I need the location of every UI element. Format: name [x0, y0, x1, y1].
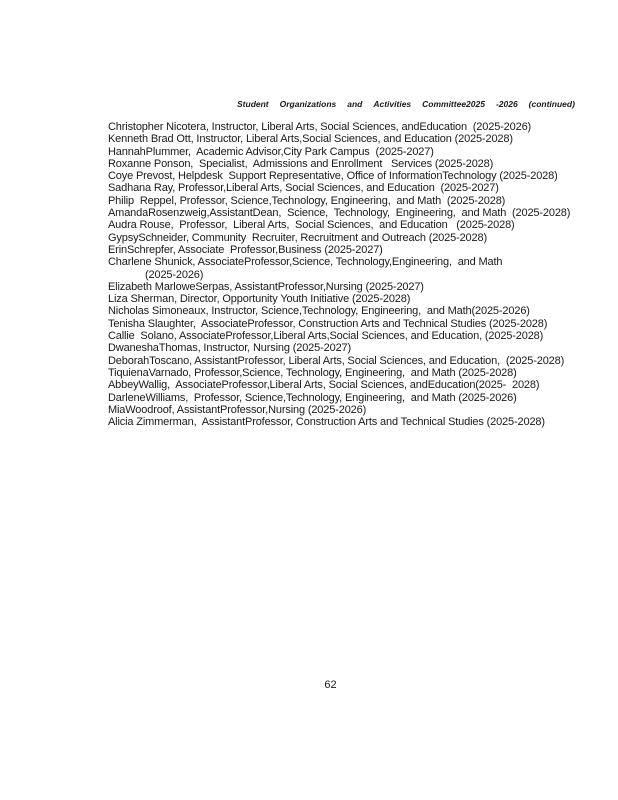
running-header-word: -2026 [495, 99, 518, 109]
committee-roster [108, 121, 613, 428]
running-header [237, 99, 575, 110]
roster-entry [108, 392, 613, 404]
roster-entry-line: Tenisha Slaughter, AssociateProfessor, Construction Arts and Technical Studies (2025-2028) [108, 317, 548, 330]
roster-entry [108, 367, 613, 379]
roster-entry [108, 281, 613, 293]
roster-entry-line: Charlene Shunick, AssociateProfessor,Science, Technology,Engineering, and Math [108, 256, 503, 269]
roster-entry-wrap-line: (2025-2026) [145, 268, 204, 281]
roster-entry [108, 318, 613, 330]
roster-entry [108, 146, 613, 158]
roster-entry-line: HannahPlummer, Academic Advisor,City Park Campus (2025-2027) [108, 145, 434, 158]
roster-entry [108, 293, 613, 305]
roster-entry [108, 330, 613, 342]
roster-entry-line: Christopher Nicotera, Instructor, Liberal Arts, Social Sciences, andEducation (2025-2026) [108, 121, 532, 133]
running-header-word: Committee2025 [422, 99, 485, 109]
roster-entry-line: Elizabeth MarloweSerpas, AssistantProfessor,Nursing (2025-2027) [108, 280, 424, 293]
page-number: 62 [324, 679, 337, 691]
roster-entry [108, 416, 613, 428]
roster-entry-line: DwaneshaThomas, Instructor, Nursing (2025-2027) [108, 342, 352, 355]
running-header-word: Activities [373, 99, 412, 109]
running-header-word: Student [237, 99, 269, 109]
roster-entry [108, 305, 613, 317]
roster-entry-line: Callie Solano, AssociateProfessor,Liberal Arts,Social Sciences, and Education, (2025-2028) [108, 330, 544, 343]
roster-entry-line: ErinSchrepfer, Associate Professor,Business (2025-2027) [108, 243, 383, 256]
roster-entry-line: Liza Sherman, Director, Opportunity Youth Initiative (2025-2028) [108, 293, 411, 306]
roster-entry-line: Audra Rouse, Professor, Liberal Arts, Social Sciences, and Education (2025-2028) [108, 219, 515, 232]
roster-entry [108, 219, 613, 231]
roster-entry-line: Kenneth Brad Ott, Instructor, Liberal Arts,Social Sciences, and Education (2025-2028) [108, 133, 513, 146]
roster-entry-line: AbbeyWallig, AssociateProfessor,Liberal Arts, Social Sciences, andEducation(2025- 2028) [108, 379, 540, 392]
roster-entry [108, 244, 613, 256]
roster-entry [108, 182, 613, 194]
roster-entry-line: AmandaRosenzweig,AssistantDean, Science, Technology, Engineering, and Math (2025-2028) [108, 207, 571, 220]
roster-entry [108, 170, 613, 182]
roster-entry-line: Alicia Zimmerman, AssistantProfessor, Construction Arts and Technical Studies (2025-2028) [108, 416, 545, 429]
roster-entry [108, 133, 613, 145]
running-header-word: Organizations [279, 99, 337, 109]
running-header-word: (continued) [528, 99, 575, 109]
roster-entry-line: DeborahToscano, AssistantProfessor, Liberal Arts, Social Sciences, and Education, (2025-2028) [108, 354, 565, 367]
roster-entry-line: Coye Prevost, Helpdesk Support Representative, Office of InformationTechnology (2025-2028) [108, 170, 558, 183]
roster-entry [108, 404, 613, 416]
roster-entry-line: Philip Reppel, Professor, Science,Technology, Engineering, and Math (2025-2028) [108, 194, 506, 207]
roster-entry-line: TiquienaVarnado, Professor,Science, Technology, Engineering, and Math (2025-2028) [108, 366, 517, 379]
roster-entry-line: DarleneWilliams, Professor, Science,Technology, Engineering, and Math (2025-2026) [108, 391, 517, 404]
roster-entry [108, 256, 613, 281]
roster-entry-line: Sadhana Ray, Professor,Liberal Arts, Social Sciences, and Education (2025-2027) [108, 182, 499, 195]
roster-entry [108, 342, 613, 354]
running-header-word: and [347, 99, 363, 109]
roster-entry-line: Roxanne Ponson, Specialist, Admissions and Enrollment Services (2025-2028) [108, 157, 494, 170]
roster-entry-line: MiaWoodroof, AssistantProfessor,Nursing (2025-2026) [108, 403, 367, 416]
roster-entry [108, 232, 613, 244]
roster-entry [108, 158, 613, 170]
roster-entry-line: Nicholas Simoneaux, Instructor, Science,Technology, Engineering, and Math(2025-2026) [108, 305, 530, 318]
roster-entry [108, 121, 613, 133]
roster-entry [108, 379, 613, 391]
roster-entry-line: GypsySchneider, Community Recruiter, Recruitment and Outreach (2025-2028) [108, 231, 487, 244]
roster-entry [108, 195, 613, 207]
roster-entry [108, 207, 613, 219]
roster-entry [108, 355, 613, 367]
